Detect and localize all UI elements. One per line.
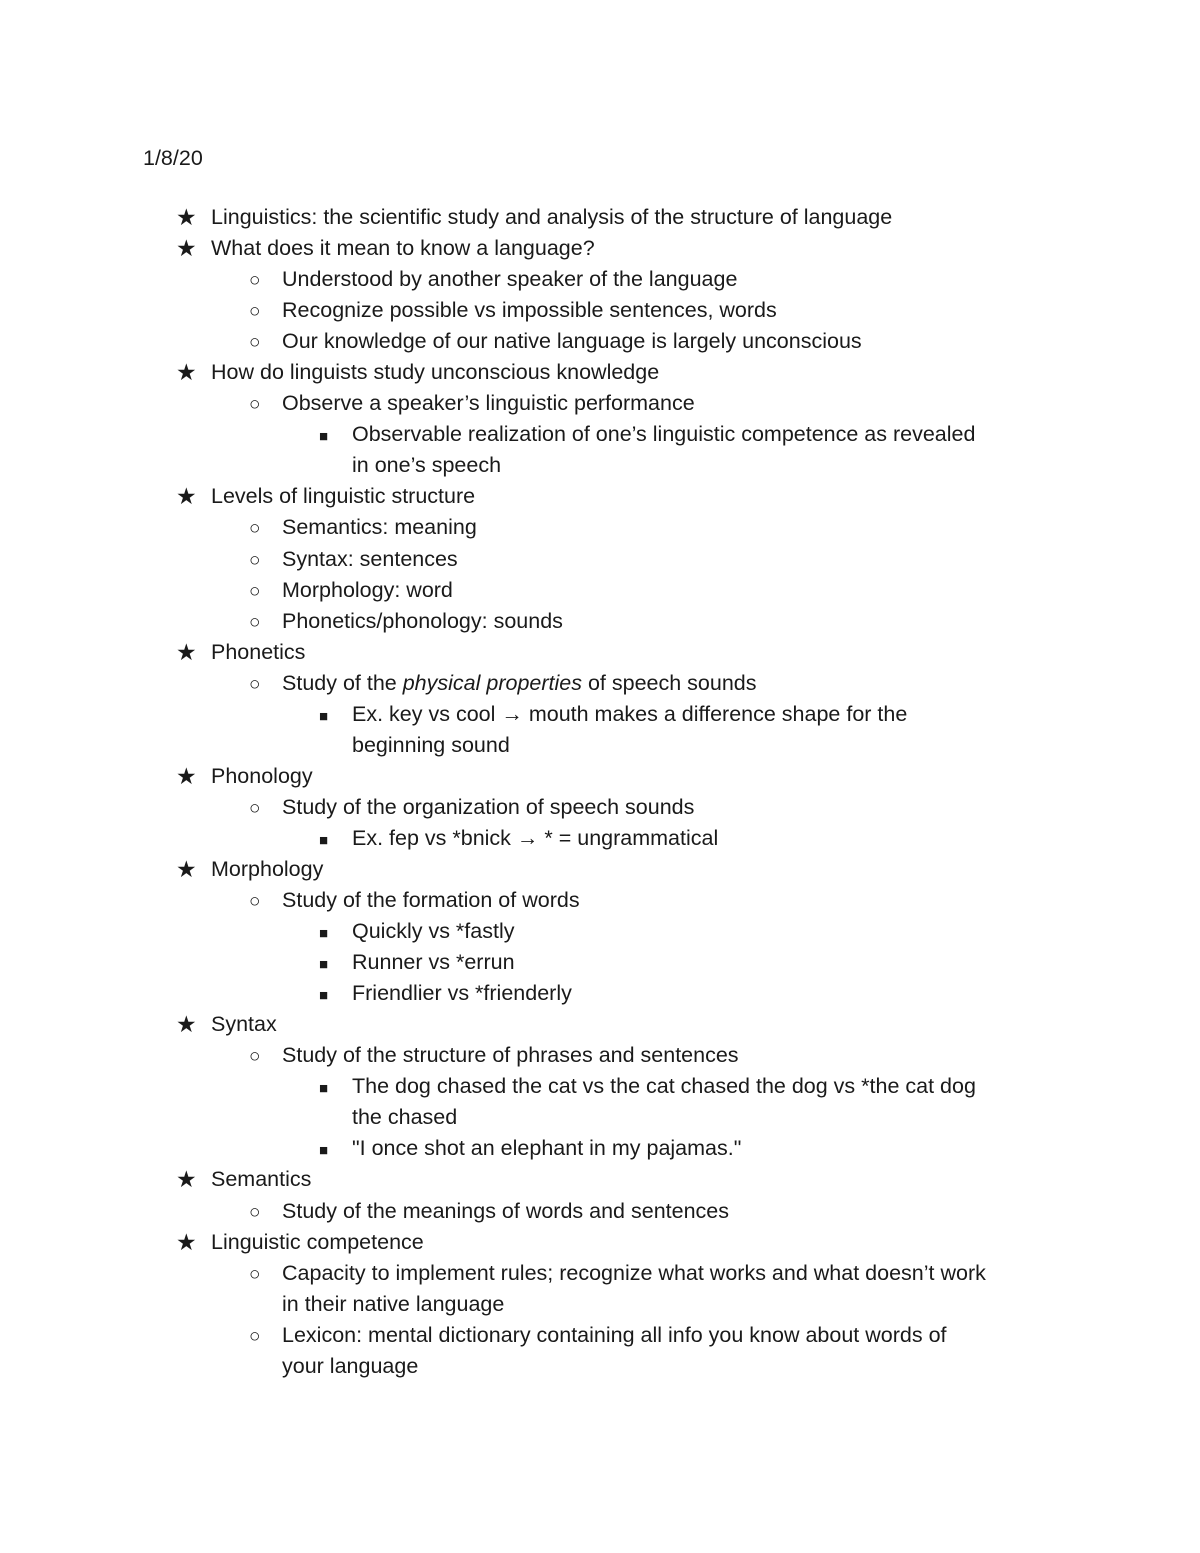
list-item-text: Recognize possible vs impossible sentences, words	[282, 298, 777, 323]
star-bullet-icon: ★	[176, 1228, 197, 1255]
note-date: 1/8/20	[143, 146, 203, 170]
text-segment: of speech sounds	[581, 670, 757, 695]
list-item-continuation	[0, 1351, 1200, 1382]
list-item-text: Observe a speaker’s linguistic performance	[282, 391, 695, 416]
star-bullet-icon: ★	[176, 483, 197, 510]
square-bullet-icon: ■	[319, 428, 329, 446]
list-item-level-2	[0, 606, 1200, 637]
list-item-level-1	[0, 637, 1200, 668]
list-item-text: Linguistics: the scientific study and analysis of the structure of language	[211, 205, 893, 229]
list-item-level-1	[0, 481, 1200, 512]
list-item-level-2	[0, 1040, 1200, 1071]
star-bullet-icon: ★	[176, 855, 197, 882]
list-item-level-1	[0, 202, 1200, 233]
list-item-level-1	[0, 233, 1200, 264]
list-item-level-3	[0, 823, 1200, 854]
star-bullet-icon: ★	[176, 1166, 197, 1193]
circle-bullet-icon: ○	[249, 797, 261, 819]
list-item-continuation	[0, 1289, 1200, 1320]
square-bullet-icon: ■	[319, 831, 329, 849]
list-item-text: Semantics: meaning	[282, 515, 477, 540]
list-item-level-1	[0, 1009, 1200, 1040]
list-item-text: in one’s speech	[352, 453, 502, 478]
list-item-text: Syntax: sentences	[282, 546, 458, 571]
list-item-text: the chased	[352, 1105, 458, 1130]
list-item-text: Levels of linguistic structure	[211, 484, 476, 509]
list-item-text: Phonology	[211, 763, 313, 788]
list-item-level-2	[0, 1196, 1200, 1227]
list-item-text: Runner vs *errun	[352, 950, 515, 975]
list-item-level-2	[0, 388, 1200, 419]
square-bullet-icon: ■	[319, 1080, 329, 1098]
list-item-text: What does it mean to know a language?	[211, 236, 595, 261]
list-item-level-3	[0, 419, 1200, 450]
circle-bullet-icon: ○	[249, 891, 261, 913]
list-item-text: Quickly vs *fastly	[352, 919, 515, 944]
circle-bullet-icon: ○	[249, 611, 261, 633]
list-item-text: in their native language	[282, 1291, 505, 1316]
list-item-text: Morphology	[211, 856, 324, 881]
list-item-level-2	[0, 792, 1200, 823]
circle-bullet-icon: ○	[249, 1325, 261, 1347]
list-item-level-1	[0, 854, 1200, 885]
list-item-level-2	[0, 668, 1200, 699]
circle-bullet-icon: ○	[249, 1201, 261, 1223]
list-item-text: Friendlier vs *frienderly	[352, 981, 572, 1006]
star-bullet-icon: ★	[176, 762, 197, 789]
square-bullet-icon: ■	[319, 925, 329, 943]
list-item-level-2	[0, 885, 1200, 916]
list-item-text: Understood by another speaker of the language	[282, 267, 738, 292]
circle-bullet-icon: ○	[249, 394, 261, 416]
list-item-continuation	[0, 730, 1200, 761]
list-item-text: Phonetics/phonology: sounds	[282, 608, 563, 633]
star-bullet-icon: ★	[176, 638, 197, 665]
list-item-text: Study of the meanings of words and sentences	[282, 1198, 729, 1223]
list-item-level-2	[0, 1258, 1200, 1289]
circle-bullet-icon: ○	[249, 332, 261, 354]
list-item-level-3	[0, 916, 1200, 947]
list-item-text: The dog chased the cat vs the cat chased the dog vs *the cat dog	[352, 1074, 976, 1099]
list-item-level-3	[0, 978, 1200, 1009]
star-bullet-icon: ★	[176, 204, 197, 230]
list-item-text: Lexicon: mental dictionary containing all info you know about words of	[282, 1322, 947, 1347]
list-item-level-1	[0, 1164, 1200, 1195]
square-bullet-icon: ■	[319, 707, 329, 725]
list-item-text: Observable realization of one’s linguistic competence as revealed	[352, 422, 976, 447]
list-item-level-3	[0, 699, 1200, 730]
circle-bullet-icon: ○	[249, 518, 261, 540]
list-item-text: Linguistic competence	[211, 1229, 424, 1254]
list-item-text: Morphology: word	[282, 577, 453, 602]
star-bullet-icon: ★	[176, 1011, 197, 1038]
list-item-text: Ex. key vs cool → mouth makes a difference shape for the	[352, 701, 908, 726]
list-item-level-3	[0, 947, 1200, 978]
list-item-level-3	[0, 1071, 1200, 1102]
square-bullet-icon: ■	[319, 956, 329, 974]
circle-bullet-icon: ○	[249, 301, 261, 323]
notes-list	[0, 202, 1200, 1382]
circle-bullet-icon: ○	[249, 673, 261, 695]
star-bullet-icon: ★	[176, 235, 197, 262]
list-item-text: "I once shot an elephant in my pajamas."	[352, 1136, 742, 1161]
square-bullet-icon: ■	[319, 987, 329, 1005]
list-item-text: Study of the structure of phrases and sentences	[282, 1043, 739, 1068]
list-item-text: Syntax	[211, 1012, 277, 1037]
list-item-text: How do linguists study unconscious knowledge	[211, 360, 660, 385]
list-item-level-2	[0, 326, 1200, 357]
list-item-level-2	[0, 264, 1200, 295]
list-item-text: Study of the organization of speech sounds	[282, 794, 695, 819]
text-segment: Study of the	[282, 670, 403, 695]
list-item-level-2	[0, 1320, 1200, 1351]
square-bullet-icon: ■	[319, 1142, 329, 1160]
list-item-text: your language	[282, 1353, 419, 1378]
list-item-text: Study of the formation of words	[282, 888, 580, 913]
list-item-text: Our knowledge of our native language is largely unconscious	[282, 329, 862, 354]
list-item-level-1	[0, 357, 1200, 388]
list-item-level-2	[0, 512, 1200, 543]
list-item-level-1	[0, 761, 1200, 792]
list-item-text	[282, 668, 757, 699]
circle-bullet-icon: ○	[249, 1046, 261, 1068]
emphasized-text: physical properties	[402, 670, 582, 695]
circle-bullet-icon: ○	[249, 580, 261, 602]
list-item-level-1	[0, 1227, 1200, 1258]
list-item-level-2	[0, 295, 1200, 326]
list-item-level-2	[0, 544, 1200, 575]
list-item-text: Semantics	[211, 1167, 312, 1192]
list-item-text: Phonetics	[211, 639, 306, 664]
list-item-continuation	[0, 1102, 1200, 1133]
list-item-text: beginning sound	[352, 732, 510, 757]
list-item-continuation	[0, 450, 1200, 481]
circle-bullet-icon: ○	[249, 1263, 261, 1285]
list-item-level-2	[0, 575, 1200, 606]
list-item-level-3	[0, 1133, 1200, 1164]
list-item-text: Ex. fep vs *bnick → * = ungrammatical	[352, 825, 719, 850]
list-item-text: Capacity to implement rules; recognize what works and what doesn’t work	[282, 1260, 986, 1285]
circle-bullet-icon: ○	[249, 549, 261, 571]
circle-bullet-icon: ○	[249, 270, 261, 292]
star-bullet-icon: ★	[176, 359, 197, 386]
